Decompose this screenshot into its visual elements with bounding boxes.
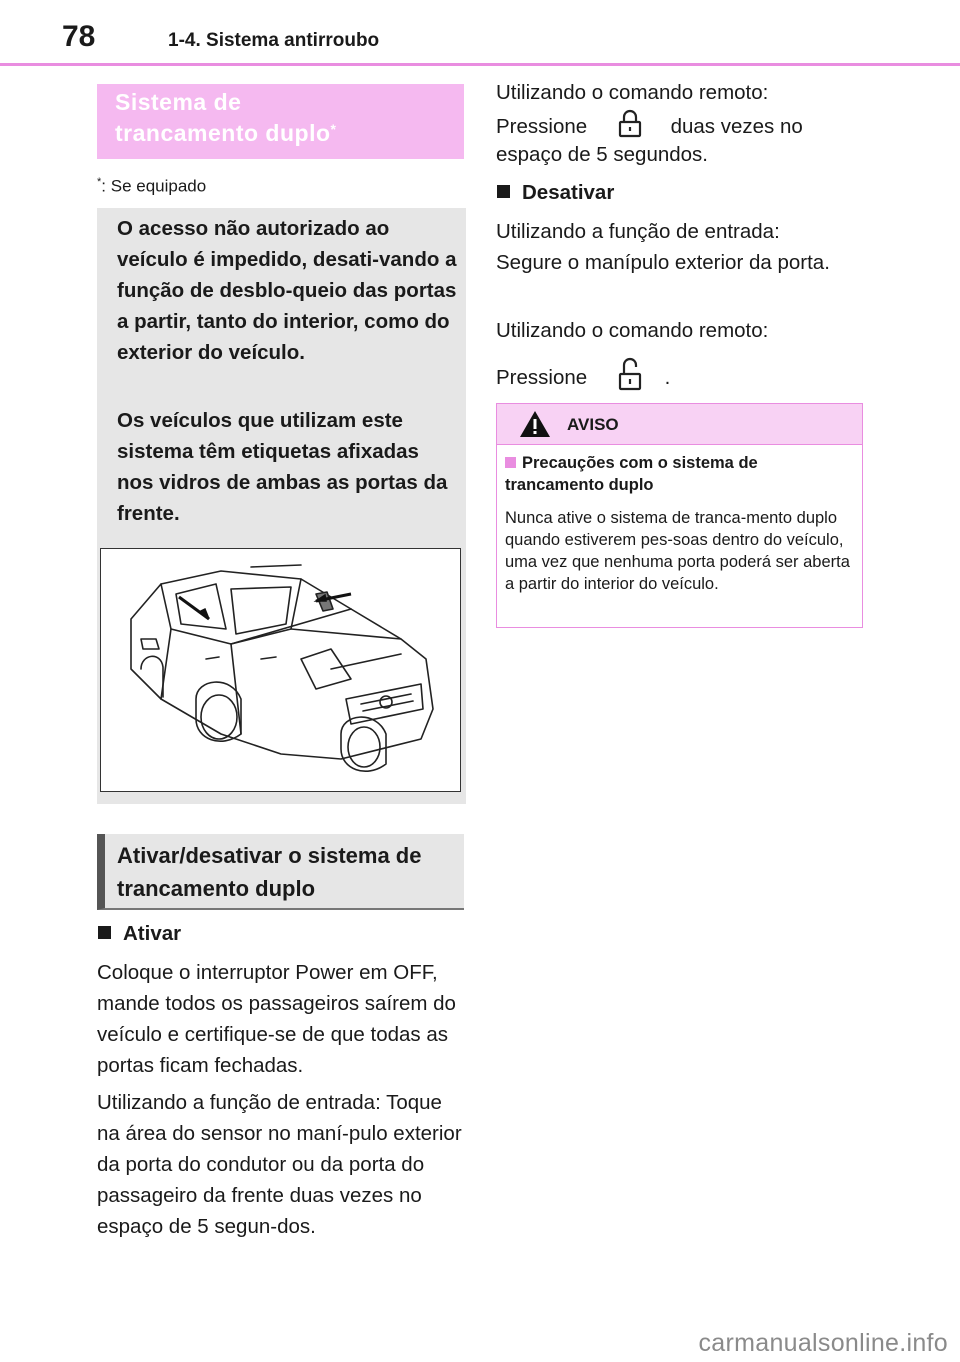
vehicle-illustration xyxy=(100,548,461,792)
intro-paragraph-1: O acesso não autorizado ao veículo é impedido, desati-vando a função de desblo-queio das portas a partir, tanto do interior, como do exterior do veículo. xyxy=(117,217,457,364)
remote-label: Utilizando o comando remoto: xyxy=(496,81,769,104)
suv-line-drawing xyxy=(101,549,459,790)
warning-triangle-icon xyxy=(519,410,551,438)
bullet-square xyxy=(98,926,111,939)
section-title: 1-4. Sistema antirroubo xyxy=(168,30,380,51)
bullet-square xyxy=(497,185,510,198)
main-heading-line1: Sistema de xyxy=(115,89,242,115)
intro-box xyxy=(97,208,466,804)
footnote-text: : Se equipado xyxy=(101,176,207,196)
press-duration: espaço de 5 segundos. xyxy=(496,143,708,166)
main-heading xyxy=(97,84,464,159)
press-end: . xyxy=(664,365,671,389)
press-word: Pressione xyxy=(496,114,588,138)
deactivate-paragraph-1: Utilizando a função de entrada: Segure o manípulo exterior da porta. xyxy=(496,220,830,274)
deactivate-subheading xyxy=(497,181,614,205)
warning-label: AVISO xyxy=(567,415,619,434)
activate-subheading xyxy=(98,922,181,946)
warning-subtitle xyxy=(505,452,845,496)
header-rule xyxy=(0,63,960,66)
intro-paragraph-2: Os veículos que utilizam este sistema têm etiquetas afixadas nos vidros de ambas as portas da frente. xyxy=(117,409,448,525)
main-heading-line2: trancamento duplo xyxy=(115,120,331,146)
warning-header xyxy=(497,404,862,445)
activate-paragraph-2: Utilizando a função de entrada: Toque na área do sensor no maní-pulo exterior da porta do condutor ou da porta do passageiro da frente duas vezes no espaço de 5 segun-dos. xyxy=(97,1091,462,1238)
lock-open-icon xyxy=(615,356,645,401)
warning-subtitle-text: Precauções com o sistema de trancamento duplo xyxy=(505,454,758,494)
remote-label-2: Utilizando o comando remoto: xyxy=(496,319,769,342)
activate-paragraph-1: Coloque o interruptor Power em OFF, mande todos os passageiros saírem do veículo e certifique-se de que todas as portas ficam fechadas. xyxy=(97,961,456,1077)
activate-title: Ativar xyxy=(123,922,182,945)
warning-box xyxy=(496,403,863,628)
page-number: 78 xyxy=(62,20,96,53)
heading-footnote-mark: * xyxy=(330,121,337,137)
footnote-mark: * xyxy=(97,176,102,188)
deactivate-title: Desativar xyxy=(522,181,615,204)
press-unlock-line xyxy=(496,356,876,401)
press-suffix: duas vezes no xyxy=(670,114,803,138)
footnote xyxy=(97,176,206,197)
section-heading: Ativar/desativar o sistema de trancamento duplo xyxy=(97,834,464,910)
watermark: carmanualsonline.info xyxy=(698,1329,948,1357)
warning-bullet xyxy=(505,457,516,468)
warning-body: Nunca ative o sistema de tranca-mento duplo quando estiverem pes-soas dentro do veículo, uma vez que nenhuma porta poderá ser aberta a partir do interior do veículo. xyxy=(505,509,850,593)
press-word-2: Pressione xyxy=(496,365,588,389)
